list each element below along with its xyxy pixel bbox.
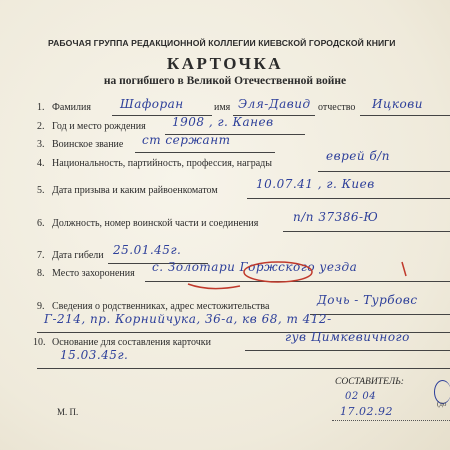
field-2-number: 2. [37,121,45,132]
address-value: Г-214, пр. Корнийчука, 36-а, кв 68, т 412- [44,312,332,326]
rank-value: ст сержант [142,133,231,147]
conscription-value: 10.07.41 , г. Киев [256,177,375,191]
field-9-number: 9. [37,301,45,312]
field-7-number: 7. [37,250,45,261]
field-7-label: Дата гибели [52,250,104,261]
compile-date-1: 02 04 [345,391,377,402]
field-5-number: 5. [37,185,45,196]
field-6-label: Должность, номер воинской части и соединения [52,218,259,229]
surname-value: Шафоран [120,97,184,111]
name-value: Эля-Давид [238,97,311,111]
signature-caption: (до [437,400,447,408]
field-9-label: Сведения о родственниках, адрес местожительства [52,301,270,312]
compiler-label: СОСТАВИТЕЛЬ: [335,377,404,387]
field-10-number: 10. [33,337,46,348]
death-date-value: 25.01.45г. [113,243,182,257]
field-4-line [318,171,450,172]
relatives-value: Дочь - Турбовс [317,293,418,307]
card-title: КАРТОЧКА [166,54,284,73]
nationality-value: еврей б/п [326,149,391,163]
org-header: РАБОЧАЯ ГРУППА РЕДАКЦИОННОЙ КОЛЛЕГИИ КИЕВСКОЙ ГОРОДСКОЙ КНИГИ [48,38,396,48]
field-8-label: Место захоронения [52,268,135,279]
field-10-line [245,350,450,351]
red-pencil-mark [140,258,450,294]
patronymic-label: отчество [318,102,356,113]
field-3-number: 3. [37,139,45,150]
patronymic-value: Ицкови [372,97,423,111]
field-6-line [283,231,450,232]
field-3-line [135,152,275,153]
basis-date-value: 15.03.45г. [60,348,129,362]
compile-date-2: 17.02.92 [340,405,393,418]
field-10-line-2 [37,368,450,369]
card-subtitle: на погибшего в Великой Отечественной войне [103,75,347,87]
unit-value: п/п 37386-Ю [293,210,379,224]
field-10-label: Основание для составления карточки [52,337,211,348]
basis-value: гув Цимкевичного [285,330,410,344]
field-6-number: 6. [37,218,45,229]
field-5-label: Дата призыва и каким райвоенкоматом [52,185,218,196]
burial-value: с. Золотари Горжского уезда [152,260,358,274]
field-4-label: Национальность, партийность, профессия, награды [52,158,272,169]
field-5-line [247,198,450,199]
field-3-label: Воинское звание [52,139,124,150]
field-4-number: 4. [37,158,45,169]
stamp-place: М. П. [57,407,79,417]
field-8-number: 8. [37,268,45,279]
name-label: имя [214,102,231,113]
birth-value: 1908 , г. Канев [172,115,274,129]
date-line [332,420,450,421]
field-1-label: Фамилия [52,102,91,113]
field-1-number: 1. [37,102,45,113]
patronymic-line [360,115,450,116]
field-2-label: Год и место рождения [52,121,146,132]
